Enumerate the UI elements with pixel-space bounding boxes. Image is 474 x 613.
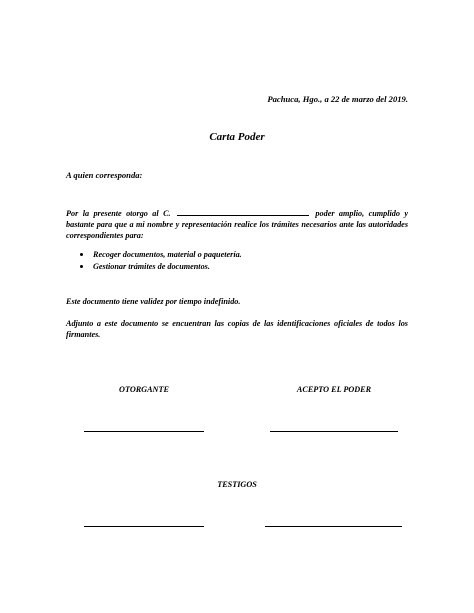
acepto-signature-line	[270, 431, 398, 432]
witness-1-signature-line	[84, 526, 204, 527]
acepto-label: ACEPTO EL PODER	[296, 385, 372, 394]
bullet-icon	[80, 265, 83, 268]
grant-paragraph	[66, 207, 408, 242]
bullet-icon	[80, 253, 83, 256]
list-item	[80, 249, 242, 261]
attachments-paragraph: Adjunto a este documento se encuentran las copias de las identificaciones oficiales de todos los firmantes.	[66, 319, 408, 340]
powers-list	[80, 249, 242, 272]
date-line: Pachuca, Hgo., a 22 de marzo del 2019.	[267, 94, 408, 104]
grant-paragraph-start: Por la presente otorgo al C.	[66, 209, 171, 218]
testigos-label: TESTIGOS	[217, 480, 257, 489]
witness-2-signature-line	[265, 526, 402, 527]
greeting: A quien corresponda:	[66, 170, 143, 180]
otorgante-signature-line	[84, 431, 204, 432]
list-item	[80, 261, 242, 273]
grant-paragraph-rest: poder amplio, cumplido y bastante para que a mi nombre y representación realice los trámites necesarios ante las autoridades correspondientes para:	[66, 209, 408, 241]
document-title: Carta Poder	[209, 131, 265, 143]
list-item-text: Recoger documentos, material o paquetería.	[93, 250, 242, 259]
list-item-text: Gestionar trámites de documentos.	[93, 261, 210, 271]
otorgante-label: OTORGANTE	[119, 385, 169, 394]
validity-paragraph: Este documento tiene validez por tiempo indefinido.	[66, 297, 241, 306]
agent-name-blank	[177, 207, 309, 216]
